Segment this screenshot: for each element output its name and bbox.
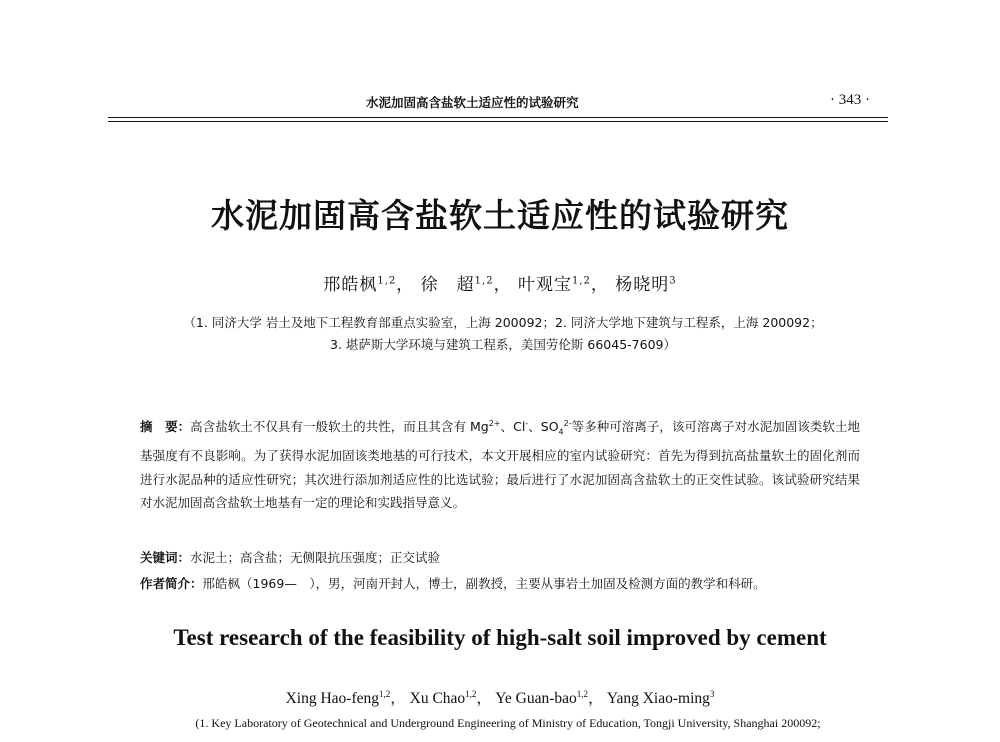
abstract	[140, 412, 860, 515]
author-en-affil-mark: 1,2	[576, 688, 589, 699]
author-en: Xing Hao-feng	[285, 690, 379, 707]
bio-text: 邢皓枫（1969— ），男，河南开封人，博士，副教授，主要从事岩土加固及检测方面的教学和科研。	[202, 576, 766, 591]
author-cn-affil-mark: 1,2	[474, 275, 494, 287]
author-separator: ，	[588, 690, 604, 707]
authors-en	[0, 686, 1000, 708]
keywords	[140, 548, 860, 568]
author-cn-affil-mark: 1,2	[571, 275, 591, 287]
abstract-text: 高含盐软土不仅具有一般软土的共性，而且其含有 Mg	[190, 419, 489, 435]
author-en: Xu Chao	[409, 690, 466, 707]
affiliation-line: 3. 堪萨斯大学环境与建筑工程系，美国劳伦斯 66045-7609）	[330, 337, 676, 352]
keywords-text: 水泥土；高含盐；无侧限抗压强度；正交试验	[190, 550, 441, 565]
keywords-label: 关键词：	[140, 550, 191, 565]
affiliations-cn	[118, 312, 888, 356]
abstract-text: 、Cl	[500, 419, 526, 435]
affiliation-en: (1. Key Laboratory of Geotechnical and Underground Engineering of Ministry of Education, Tongji University, Shanghai 200092;	[195, 716, 821, 730]
ion-charge: 2-	[563, 419, 572, 428]
author-cn: 徐 超	[420, 275, 475, 295]
author-en: Ye Guan-bao	[495, 690, 577, 707]
affiliation-line: （1. 同济大学 岩土及地下工程教育部重点实验室，上海 200092；2. 同济大学地下建筑与工程系，上海 200092；	[183, 315, 823, 330]
running-title: 水泥加固高含盐软土适应性的试验研究	[366, 95, 579, 110]
author-en-affil-mark: 1,2	[378, 688, 391, 699]
author-cn-affil-mark: 1,2	[377, 275, 397, 287]
author-separator: ，	[390, 690, 406, 707]
author-cn: 邢皓枫	[323, 275, 378, 295]
author-bio	[140, 574, 860, 594]
bio-label: 作者简介：	[140, 576, 203, 591]
author-cn: 杨晓明	[615, 275, 670, 295]
paper-title-cn: 水泥加固高含盐软土适应性的试验研究	[211, 196, 789, 235]
abstract-label: 摘 要：	[140, 419, 191, 435]
ion-charge: -	[525, 419, 529, 428]
paper-title-en: Test research of the feasibility of high-salt soil improved by cement	[173, 625, 827, 650]
ion-subscript: 4	[558, 427, 564, 437]
author-en: Yang Xiao-ming	[606, 690, 710, 707]
author-separator: ，	[493, 275, 512, 295]
header-rule-thick	[108, 121, 888, 122]
running-header	[108, 93, 888, 113]
author-en-affil-mark: 1,2	[465, 688, 477, 699]
author-en-affil-mark: 3	[709, 688, 715, 699]
author-separator: ，	[476, 690, 492, 707]
abstract-text: 、SO	[528, 419, 559, 435]
author-cn-affil-mark: 3	[669, 275, 677, 287]
author-cn: 叶观宝	[517, 275, 572, 295]
page-number: · 343 ·	[830, 92, 870, 108]
header-rule-thin	[108, 117, 888, 118]
author-separator: ，	[396, 275, 415, 295]
abstract-text: 等多种可溶离子，该可溶离子对水泥加固该类软土地基强度有不良影响。为了获得水泥加固该类地基的可行技术，本文开展相应的室内试验研究：首先为得到抗高盐量软土的固化剂而进行水泥品种的适应性研究；其次进行添加剂适应性的比选试验；最后进行了水泥加固高含盐软土的正交性试验。该试验研究结果对水泥加固高含盐软土地基有一定的理论和实践指导意义。	[140, 419, 860, 511]
author-separator: ，	[590, 275, 609, 295]
ion-charge: 2+	[488, 419, 501, 428]
authors-cn	[0, 270, 1000, 295]
